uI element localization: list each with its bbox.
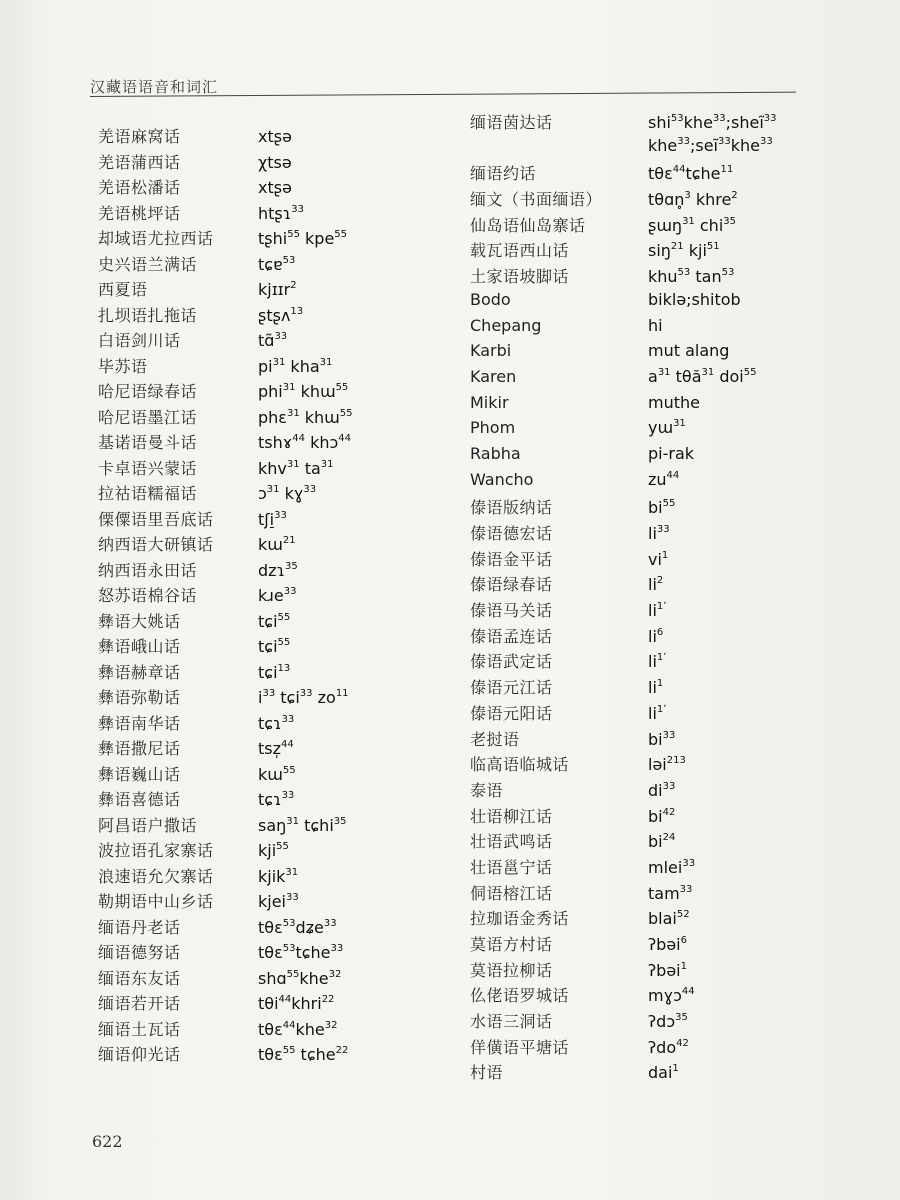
- language-name: Mikir: [470, 392, 509, 412]
- entry-row: [98, 354, 438, 380]
- language-name: Chepang: [470, 315, 542, 335]
- word-form: ʂɯŋ$^{31}$ chi$^{35}$: [648, 215, 736, 235]
- language-name: 卡卓语兴蒙话: [98, 458, 198, 478]
- word-form: khe$^{33}$;seĩ$^{33}$khe$^{33}$: [648, 135, 773, 155]
- language-name: 浪速语允欠寨话: [98, 866, 214, 886]
- entry-row: [98, 558, 438, 584]
- language-name: 缅语土瓦话: [98, 1019, 181, 1039]
- language-name: 勒期语中山乡话: [98, 892, 214, 911]
- language-name: 老挝语: [470, 729, 520, 749]
- language-name: 傣语元阳话: [470, 703, 553, 723]
- word-form: $bi^{24}$: [648, 832, 676, 852]
- word-form: dai$^1$: [648, 1063, 679, 1083]
- word-form: htʂɿ$^{33}$: [258, 203, 304, 223]
- entry-row: [470, 881, 800, 907]
- entry-row: [98, 889, 438, 915]
- language-name: Rabha: [470, 443, 521, 463]
- word-form: xtʂə: [258, 178, 292, 197]
- entry-row: [98, 991, 438, 1017]
- word-form: kjɪɪr$^2$: [258, 280, 297, 299]
- language-name: 缅语丹老话: [98, 917, 181, 937]
- language-name: Bodo: [470, 289, 511, 309]
- word-form: tθɛ$^{53}$tɕhe$^{33}$: [258, 943, 344, 962]
- language-name: 却域语尤拉西话: [98, 229, 214, 248]
- word-form: kji$^{55}$: [258, 841, 289, 860]
- language-name: 史兴语兰满话: [98, 254, 198, 274]
- entry-row: [98, 150, 438, 176]
- language-name: 羌语麻窝话: [98, 127, 181, 146]
- entry-row: [470, 495, 800, 521]
- entry-row: [98, 481, 438, 507]
- entry-row: [98, 762, 438, 788]
- word-form: $li^{1ʼ}$: [648, 652, 667, 672]
- language-name: 波拉语孔家寨话: [98, 841, 214, 860]
- language-name: 纳西语永田话: [98, 560, 198, 580]
- entry-row: [470, 1009, 800, 1035]
- entry-row: [98, 507, 438, 533]
- entry-row: [470, 855, 800, 881]
- word-form: ʂtʂʌ$^{13}$: [258, 305, 304, 325]
- page-number: 622: [92, 1132, 123, 1151]
- language-name: 壮语柳江话: [470, 806, 553, 826]
- language-name: 彝语喜德话: [98, 790, 181, 809]
- language-name: 彝语赫章话: [98, 662, 181, 682]
- word-form: $zu^{44}$: [648, 469, 680, 489]
- entry-row: [470, 418, 800, 444]
- entry-row: [98, 226, 438, 252]
- language-name: 羌语桃坪话: [98, 203, 181, 223]
- language-name: 傣语德宏话: [470, 524, 553, 543]
- language-name: 傈僳语里吾底话: [98, 509, 214, 529]
- language-name: 彝语巍山话: [98, 764, 181, 784]
- header-title: 汉藏语语音和词汇: [90, 78, 219, 96]
- language-name: 缅语德努话: [98, 943, 181, 962]
- word-form: tsz̩$^{44}$: [258, 739, 294, 758]
- word-form: ʔdo$^{42}$: [648, 1037, 689, 1057]
- language-name: 阿昌语户撒话: [98, 815, 198, 835]
- entry-row: [98, 736, 438, 762]
- language-name: 村语: [470, 1063, 504, 1083]
- language-name: 傣语金平话: [470, 549, 553, 569]
- entry-row: [470, 367, 800, 393]
- word-form: tθɛ$^{44}$khe$^{32}$: [258, 1019, 338, 1039]
- word-form: $pi^{31}$ kha$^{31}$: [258, 356, 333, 376]
- entry-row: [470, 290, 800, 316]
- word-form: biklə;shitob: [648, 289, 741, 309]
- word-form: $bi^{42}$: [648, 806, 676, 826]
- word-form: shɑ$^{55}$khe$^{32}$: [258, 968, 342, 988]
- word-form: ləi$^{213}$: [648, 755, 686, 775]
- language-name: 缅文（书面缅语）: [470, 190, 603, 210]
- word-form: $li^2$: [648, 575, 664, 595]
- language-name: 莫语拉柳话: [470, 960, 553, 980]
- entry-row: [470, 752, 800, 778]
- language-name: 缅语茵达话: [470, 113, 553, 132]
- entry-row: [98, 1042, 438, 1068]
- word-form: tɕɿ$^{33}$: [258, 790, 295, 809]
- entry-row: [470, 649, 800, 675]
- entry-row: [470, 1060, 800, 1086]
- word-form: mut alang: [648, 341, 730, 361]
- entry-row: [470, 906, 800, 932]
- entry-row: [470, 572, 800, 598]
- entry-row: [470, 598, 800, 624]
- word-form: mɣɔ$^{44}$: [648, 986, 695, 1006]
- word-form: ɔ$^{31}$ kɣ$^{33}$: [258, 484, 317, 503]
- entry-row: [98, 430, 438, 456]
- running-header: [90, 74, 790, 100]
- word-form: $li^{1ʼ}$: [648, 703, 667, 723]
- entry-row: [98, 175, 438, 201]
- word-form: phi$^{31}$ khɯ$^{55}$: [258, 382, 349, 401]
- entry-row: [470, 316, 800, 342]
- word-form: khv$^{31}$ $ta^{31}$: [258, 458, 334, 478]
- word-form: khu$^{53}$ $\tan^{53}$: [648, 267, 735, 287]
- language-name: 傣语马关话: [470, 601, 553, 621]
- language-name: 仫佬语罗城话: [470, 986, 570, 1006]
- entry-row: [98, 379, 438, 405]
- word-form: $li^{1ʼ}$: [648, 601, 667, 621]
- entry-row: [98, 634, 438, 660]
- word-form: tθi$^{44}$khri$^{22}$: [258, 994, 335, 1013]
- word-form: pi-rak: [648, 443, 695, 463]
- language-name: 彝语弥勒话: [98, 688, 181, 707]
- entry-row: [98, 303, 438, 329]
- entry-row: [98, 660, 438, 686]
- word-form: kɹe$^{33}$: [258, 586, 297, 605]
- word-form: saŋ$^{31}$ tɕhi$^{35}$: [258, 815, 347, 835]
- entry-row: [98, 1017, 438, 1043]
- entry-row: [98, 838, 438, 864]
- word-form: $vi^1$: [648, 549, 669, 569]
- language-name: 哈尼语绿春话: [98, 382, 198, 401]
- language-name: 拉祜语糯福话: [98, 484, 198, 503]
- word-form: mlei$^{33}$: [648, 857, 696, 877]
- entry-row: [98, 813, 438, 839]
- word-form: $bi^{33}$: [648, 729, 676, 749]
- entry-row: [98, 711, 438, 737]
- language-name: 缅语若开话: [98, 994, 181, 1013]
- language-name: 哈尼语墨江话: [98, 407, 198, 427]
- language-name: 傣语版纳话: [470, 498, 553, 518]
- entry-row: [470, 521, 800, 547]
- language-name: 纳西语大研镇话: [98, 535, 214, 554]
- word-form: $bi^{55}$: [648, 498, 676, 518]
- language-name: 彝语撒尼话: [98, 739, 181, 758]
- word-form: $li^6$: [648, 626, 664, 646]
- word-form: ʔbəi$^1$: [648, 960, 687, 980]
- entry-row: [98, 787, 438, 813]
- word-form: dzɿ$^{35}$: [258, 560, 298, 580]
- entry-row: [98, 583, 438, 609]
- entry-row: [98, 124, 438, 150]
- entry-row: [470, 547, 800, 573]
- language-name: Karbi: [470, 341, 512, 361]
- language-name: 彝语峨山话: [98, 637, 181, 656]
- language-name: 缅语仰光话: [98, 1045, 181, 1064]
- language-name: 基诺语曼斗话: [98, 433, 198, 452]
- language-name: 壮语邕宁话: [470, 857, 553, 877]
- entry-row: [470, 187, 800, 213]
- entry-row: [470, 701, 800, 727]
- entry-row: [470, 341, 800, 367]
- language-name: 怒苏语棉谷话: [98, 586, 198, 605]
- entry-row: [470, 932, 800, 958]
- entry-row: [470, 983, 800, 1009]
- entry-row: [470, 1035, 800, 1061]
- entry-row: [470, 238, 800, 264]
- entry-row: [470, 675, 800, 701]
- word-form: tɕi$^{13}$: [258, 662, 291, 682]
- word-form: xtʂə: [258, 127, 292, 146]
- language-name: 土家语坡脚话: [470, 267, 570, 287]
- word-form: $i^{33}$ tɕi$^{33}$ $zo^{11}$: [258, 688, 349, 707]
- word-form: tɕɿ$^{33}$: [258, 713, 295, 733]
- language-name: 拉珈语金秀话: [470, 909, 570, 929]
- entry-row: [98, 940, 438, 966]
- language-name: 彝语大姚话: [98, 611, 181, 631]
- word-form: phɛ$^{31}$ khɯ$^{55}$: [258, 407, 353, 427]
- entry-row: [98, 685, 438, 711]
- language-name: 临高语临城话: [470, 755, 570, 775]
- left-column: [98, 124, 438, 1068]
- word-form: $li^1$: [648, 678, 664, 698]
- language-name: 仙岛语仙岛寨话: [470, 215, 586, 235]
- entry-row: [470, 778, 800, 804]
- language-name: Wancho: [470, 469, 534, 489]
- word-form: tɑ̃$^{33}$: [258, 331, 288, 350]
- language-name: 西夏语: [98, 280, 148, 299]
- entry-row: [98, 252, 438, 278]
- entry-row: [98, 277, 438, 303]
- entry-row: [98, 915, 438, 941]
- language-name: 缅语约话: [470, 164, 537, 184]
- language-name: 扎坝语扎拖话: [98, 305, 198, 325]
- entry-row: [470, 444, 800, 470]
- entry-row: [470, 393, 800, 419]
- language-name: Karen: [470, 366, 517, 386]
- word-form: χtsə: [258, 152, 292, 172]
- word-form: tɕi$^{55}$: [258, 611, 291, 631]
- entry-row: [98, 532, 438, 558]
- language-name: 彝语南华话: [98, 713, 181, 733]
- language-name: Phom: [470, 418, 516, 438]
- word-form: tɕɐ$^{53}$: [258, 254, 296, 274]
- word-form: tɕi$^{55}$: [258, 637, 291, 656]
- entry-row: [470, 213, 800, 239]
- entry-row: [98, 405, 438, 431]
- entry-row: [98, 966, 438, 992]
- entry-row: [470, 264, 800, 290]
- word-form: tʂhi$^{55}$ kpe$^{55}$: [258, 229, 348, 248]
- entry-row: [470, 958, 800, 984]
- word-form: tθɛ$^{44}$tɕhe$^{11}$: [648, 164, 734, 184]
- entry-row: [470, 161, 800, 187]
- language-name: 毕苏语: [98, 356, 148, 376]
- word-form: $di^{33}$: [648, 780, 676, 800]
- right-column: [470, 110, 800, 1086]
- word-form: tθɑn̥$^3$ khre$^2$: [648, 190, 738, 210]
- language-name: 白语剑川话: [98, 331, 181, 350]
- word-form: hi: [648, 315, 663, 335]
- entry-row: [470, 136, 800, 162]
- word-form: ʔbəi$^6$: [648, 935, 687, 954]
- word-form: kjik$^{31}$: [258, 866, 299, 886]
- word-form: ʔdɔ$^{35}$: [648, 1012, 688, 1032]
- entry-row: [470, 804, 800, 830]
- entry-row: [470, 470, 800, 496]
- entry-row: [98, 201, 438, 227]
- word-form: siŋ$^{21}$ kji$^{51}$: [648, 241, 720, 261]
- language-name: 羌语松潘话: [98, 178, 181, 197]
- entry-row: [98, 609, 438, 635]
- word-form: yɯ$^{31}$: [648, 418, 686, 438]
- word-form: kɯ$^{21}$: [258, 535, 296, 554]
- word-form: tshɤ$^{44}$ khɔ$^{44}$: [258, 433, 352, 452]
- language-name: 羌语蒲西话: [98, 152, 181, 172]
- language-name: 傣语绿春话: [470, 575, 553, 595]
- language-name: 傣语武定话: [470, 652, 553, 672]
- language-name: 傣语孟连话: [470, 626, 553, 646]
- word-form: kɯ$^{55}$: [258, 764, 296, 784]
- entry-row: [470, 829, 800, 855]
- entry-row: [98, 456, 438, 482]
- language-name: 佯僙语平塘话: [470, 1037, 570, 1057]
- entry-row: [98, 864, 438, 890]
- word-form: shi$^{53}$khe$^{33}$;sheĩ$^{33}$: [648, 113, 777, 132]
- word-form: kjei$^{33}$: [258, 892, 299, 911]
- word-form: $a^{31}$ tθă$^{31}$ doi$^{55}$: [648, 366, 757, 386]
- entry-row: [470, 727, 800, 753]
- word-form: $li^{33}$: [648, 524, 670, 543]
- word-form: tam$^{33}$: [648, 883, 693, 903]
- language-name: 泰语: [470, 780, 504, 800]
- entry-row: [98, 328, 438, 354]
- language-name: 水语三洞话: [470, 1012, 553, 1032]
- language-name: 壮语武鸣话: [470, 832, 553, 852]
- word-form: blai$^{52}$: [648, 909, 690, 929]
- word-form: muthe: [648, 392, 700, 412]
- language-name: 侗语榕江话: [470, 883, 553, 903]
- language-name: 载瓦语西山话: [470, 241, 570, 261]
- language-name: 傣语元江话: [470, 678, 553, 698]
- word-form: tθɛ$^{55}$ tɕhe$^{22}$: [258, 1045, 349, 1064]
- language-name: 莫语方村话: [470, 935, 553, 954]
- entry-row: [470, 624, 800, 650]
- word-form: tʃi̠$^{33}$: [258, 509, 287, 529]
- word-form: tθɛ$^{53}$dʑe$^{33}$: [258, 917, 337, 937]
- language-name: 缅语东友话: [98, 968, 181, 988]
- entry-row: [470, 110, 800, 136]
